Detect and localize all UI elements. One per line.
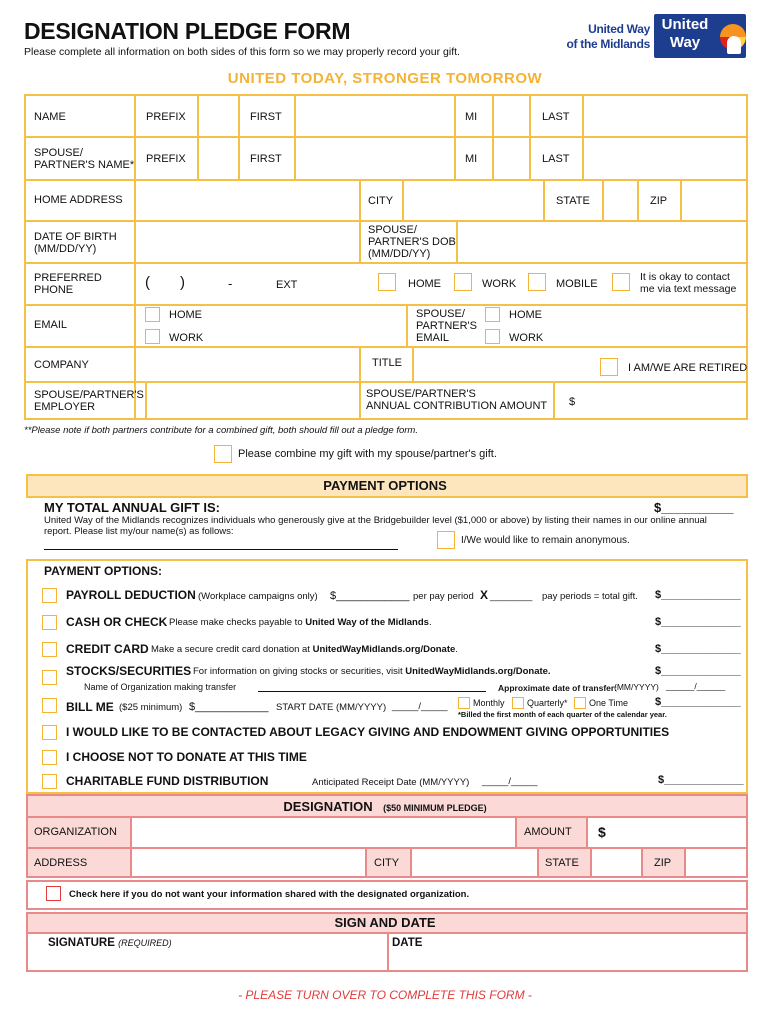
prefix-label: PREFIX (146, 111, 186, 123)
approx-date-label: Approximate date of transfer: (498, 683, 618, 693)
quarterly-label: Quarterly* (527, 698, 568, 708)
dob-field[interactable] (136, 222, 358, 260)
col-divider (553, 381, 555, 420)
billed-note: *Billed the first month of each quarter of the calendar year. (458, 710, 667, 719)
no-share-checkbox[interactable] (46, 886, 61, 901)
credit-url[interactable]: UnitedWayMidlands.org/Donate (312, 644, 456, 655)
spouse-employer-field[interactable] (147, 383, 357, 418)
phone-mobile-label: MOBILE (556, 278, 598, 290)
stocks-checkbox[interactable] (42, 670, 57, 685)
spouse-mi-label: MI (465, 153, 478, 165)
designation-address-label: ADDRESS (34, 857, 88, 869)
city-label: CITY (368, 195, 394, 207)
title-label: TITLE (372, 357, 402, 369)
zip-label: ZIP (650, 195, 668, 207)
date-field[interactable] (390, 950, 746, 970)
col-divider (387, 932, 389, 972)
company-label: COMPANY (34, 359, 89, 371)
row-divider (24, 346, 748, 348)
phone-field[interactable] (136, 264, 376, 302)
credit-note-end: . (455, 644, 458, 655)
stocks-url[interactable]: UnitedWayMidlands.org/Donate. (405, 666, 551, 677)
phone-label-line2: PHONE (34, 284, 74, 296)
col-divider (454, 94, 456, 136)
organization-field[interactable] (132, 818, 514, 846)
spouse-employer-line1: SPOUSE/PARTNER'S (34, 389, 144, 401)
phone-paren-close: ) (180, 274, 185, 291)
amount-dollar: $ (598, 824, 606, 840)
city-field[interactable] (404, 181, 542, 218)
spouse-employer-line2: EMPLOYER (34, 401, 96, 413)
stocks-label: STOCKS/SECURITIES (66, 664, 192, 678)
check-amount-field[interactable]: $_____________ (655, 616, 741, 628)
spouse-name-label-line1: SPOUSE/ (34, 147, 83, 159)
spouse-prefix-field[interactable] (199, 138, 237, 177)
payment-options-title: PAYMENT OPTIONS (323, 478, 447, 493)
last-name-field[interactable] (584, 96, 746, 134)
col-divider (641, 847, 643, 878)
zip-field[interactable] (682, 181, 746, 218)
spouse-email-label (416, 308, 477, 344)
credit-card-checkbox[interactable] (42, 642, 57, 657)
spouse-prefix-label: PREFIX (146, 153, 186, 165)
dob-label-line1: DATE OF BIRTH (34, 231, 117, 243)
col-divider (537, 847, 539, 878)
phone-work-checkbox[interactable] (454, 273, 472, 291)
mi-label: MI (465, 111, 478, 123)
email-home-checkbox[interactable] (145, 307, 160, 322)
check-label: CASH OR CHECK (66, 615, 168, 629)
email-work-label: WORK (169, 332, 204, 344)
col-divider (238, 94, 240, 136)
designation-minimum: ($50 MINIMUM PLEDGE) (383, 803, 487, 813)
email-home-label: HOME (169, 309, 202, 321)
per-pay-period-label: per pay period (413, 591, 474, 602)
org-name (540, 22, 650, 52)
col-divider (586, 816, 588, 847)
date-label: DATE (392, 937, 423, 949)
text-ok-line2: me via text message (640, 283, 737, 295)
dob-label (34, 231, 117, 255)
ext-label: EXT (276, 279, 298, 291)
first-label: FIRST (250, 111, 282, 123)
spouse-dob-field[interactable] (458, 222, 746, 260)
email-work-checkbox[interactable] (145, 329, 160, 344)
org-transfer-field[interactable] (258, 691, 486, 692)
spouse-email-home-checkbox[interactable] (485, 307, 500, 322)
logo-text (658, 16, 712, 52)
pay-periods-field[interactable]: ________ (490, 591, 533, 602)
row-divider (24, 262, 748, 264)
col-divider (529, 136, 531, 179)
spouse-contribution-line1: SPOUSE/PARTNER'S (366, 388, 476, 400)
col-divider (359, 346, 361, 381)
mi-field[interactable] (494, 96, 528, 134)
col-divider (515, 816, 517, 847)
start-date-field[interactable]: _____/_____ (392, 701, 448, 712)
total-gift-label: MY TOTAL ANNUAL GIFT IS: (44, 500, 220, 515)
logo-line2: Way (669, 34, 701, 51)
form-title: DESIGNATION PLEDGE FORM (24, 18, 351, 44)
check-note-end: . (428, 617, 432, 628)
spouse-dob-label-line2: PARTNER'S DOB (368, 236, 456, 248)
designation-title (0, 798, 770, 816)
bill-me-amount-field[interactable]: $____________ (189, 701, 269, 713)
prefix-field[interactable] (199, 96, 237, 134)
designation-zip-field[interactable] (686, 849, 746, 876)
text-ok-checkbox[interactable] (612, 273, 630, 291)
legacy-label: I WOULD LIKE TO BE CONTACTED ABOUT LEGACY GIVING AND ENDOWMENT GIVING OPPORTUNITIES (66, 725, 670, 739)
col-divider (543, 179, 545, 220)
credit-card-amount-field[interactable]: $_____________ (655, 643, 741, 655)
stocks-note-text: For information on giving stocks or securities, visit (193, 666, 406, 677)
organization-label: ORGANIZATION (34, 826, 117, 838)
phone-home-label: HOME (408, 278, 441, 290)
no-donate-checkbox[interactable] (42, 750, 57, 765)
charitable-amount-field[interactable]: $_____________ (658, 774, 744, 786)
times-symbol: X (480, 588, 489, 602)
united-way-logo (654, 14, 746, 58)
col-divider (359, 179, 361, 220)
no-donate-label: I CHOOSE NOT TO DONATE AT THIS TIME (66, 750, 307, 764)
last-label: LAST (542, 111, 570, 123)
spouse-name-label-line2: PARTNER'S NAME* (34, 159, 135, 171)
spouse-email-line1: SPOUSE/ (416, 308, 465, 320)
designation-city-field[interactable] (412, 849, 536, 876)
spouse-email-line3: EMAIL (416, 332, 450, 344)
logo-line1: United (661, 16, 709, 33)
bill-me-checkbox[interactable] (42, 698, 57, 713)
payroll-label: PAYROLL DEDUCTION (66, 588, 196, 602)
check-checkbox[interactable] (42, 615, 57, 630)
signature-label (48, 937, 172, 949)
state-field[interactable] (604, 181, 636, 218)
check-payee: United Way of the Midlands (305, 617, 429, 628)
one-time-label: One Time (589, 698, 629, 708)
dob-label-line2: (MM/DD/YY) (34, 243, 97, 255)
phone-label-line1: PREFERRED (34, 272, 102, 284)
spouse-last-name-field[interactable] (584, 138, 746, 177)
spouse-dob-label (368, 224, 456, 260)
approx-date-format: (MM/YYYY) (614, 682, 659, 692)
spouse-employer-label (34, 389, 144, 413)
payroll-total-field[interactable]: $_____________ (655, 589, 741, 601)
spouse-contribution-field[interactable] (580, 383, 746, 418)
sign-date-title: SIGN AND DATE (334, 915, 436, 930)
anonymous-checkbox[interactable] (437, 531, 455, 549)
tagline: UNITED TODAY, STRONGER TOMORROW (227, 70, 543, 87)
monthly-checkbox[interactable] (458, 697, 470, 709)
designation-state-field[interactable] (592, 849, 640, 876)
spouse-email-field[interactable] (552, 306, 746, 344)
col-divider (238, 136, 240, 179)
col-divider (359, 381, 361, 420)
amount-field[interactable] (612, 818, 746, 846)
col-divider (529, 94, 531, 136)
signature-required: (REQUIRED) (118, 938, 172, 948)
bill-me-label: BILL ME (66, 700, 114, 714)
bridgebuilder-text: United Way of the Midlands recognizes individuals who generously give at the Bridgebuilder level ($1,000 or above) by listing their names in our online annual report. Please list my/our name(s) as follows: (44, 515, 707, 537)
phone-mobile-checkbox[interactable] (528, 273, 546, 291)
name-label: NAME (34, 111, 66, 123)
spouse-name-label (34, 147, 134, 171)
spouse-dob-label-line3: (MM/DD/YY) (368, 248, 431, 260)
col-divider (406, 304, 408, 346)
payroll-amount-field[interactable]: $____________ (330, 590, 410, 602)
designation-city-label: CITY (374, 857, 400, 869)
email-field[interactable] (210, 306, 404, 344)
org-name-line1: United Way (588, 22, 650, 36)
retired-checkbox[interactable] (600, 358, 618, 376)
total-gift-field[interactable]: $__________ (654, 500, 734, 515)
retired-label: I AM/WE ARE RETIRED (628, 362, 748, 374)
spouse-first-label: FIRST (250, 153, 282, 165)
designation-heading: DESIGNATION (283, 799, 373, 814)
bridgebuilder-name-line[interactable] (44, 549, 398, 550)
spouse-contribution-label (366, 388, 547, 412)
turn-over-footer: - PLEASE TURN OVER TO COMPLETE THIS FORM - (238, 988, 532, 1002)
payroll-checkbox[interactable] (42, 588, 57, 603)
anonymous-label: I/We would like to remain anonymous. (461, 535, 630, 546)
text-ok-label (640, 271, 736, 295)
phone-home-checkbox[interactable] (378, 273, 396, 291)
credit-note-text: Make a secure credit card donation at (151, 644, 313, 655)
charitable-fund-label: CHARITABLE FUND DISTRIBUTION (66, 774, 269, 788)
check-note (169, 617, 432, 628)
check-note-text: Please make checks payable to (169, 617, 306, 628)
payroll-note: (Workplace campaigns only) (198, 591, 318, 602)
charitable-fund-checkbox[interactable] (42, 774, 57, 789)
col-divider (454, 136, 456, 179)
stocks-note (193, 666, 551, 677)
col-divider (637, 179, 639, 220)
designation-state-label: STATE (545, 857, 579, 869)
combine-gift-checkbox[interactable] (214, 445, 232, 463)
payment-options-subtitle: PAYMENT OPTIONS: (44, 564, 163, 578)
legacy-checkbox[interactable] (42, 725, 57, 740)
receipt-date-field[interactable]: _____/_____ (482, 776, 538, 787)
spouse-dob-label-line1: SPOUSE/ (368, 224, 417, 236)
spouse-email-work-label: WORK (509, 332, 544, 344)
stocks-amount-field[interactable]: $_____________ (655, 665, 741, 677)
pay-periods-note: pay periods = total gift. (542, 591, 638, 602)
row-divider (24, 179, 748, 181)
approx-date-field[interactable]: ______/______ (666, 681, 726, 691)
signature-field[interactable] (30, 950, 385, 970)
designation-zip-label: ZIP (654, 857, 672, 869)
col-divider (365, 847, 367, 878)
org-name-line2: of the Midlands (566, 37, 650, 51)
receipt-date-label: Anticipated Receipt Date (MM/YYYY) (312, 777, 470, 788)
phone-label (34, 272, 102, 296)
first-name-field[interactable] (296, 96, 452, 134)
bill-me-minimum: ($25 minimum) (119, 702, 183, 713)
designation-address-field[interactable] (132, 849, 364, 876)
home-address-field[interactable] (136, 181, 358, 218)
start-date-label: START DATE (MM/YYYY) (276, 702, 387, 713)
company-field[interactable] (136, 348, 358, 379)
spouse-contribution-dollar: $ (569, 396, 576, 408)
form-subtitle: Please complete all information on both sides of this form so we may properly record your gift. (24, 46, 460, 58)
home-address-label: HOME ADDRESS (34, 194, 123, 206)
spouse-mi-field[interactable] (494, 138, 528, 177)
no-share-label: Check here if you do not want your information shared with the designated organization. (69, 889, 470, 900)
amount-label: AMOUNT (524, 826, 572, 838)
phone-dash: - (228, 276, 233, 291)
spouse-email-work-checkbox[interactable] (485, 329, 500, 344)
text-ok-line1: It is okay to contact (640, 271, 730, 283)
hand-icon (727, 36, 741, 54)
credit-card-note (151, 644, 458, 655)
col-divider (359, 220, 361, 262)
bill-me-total-field[interactable]: $_____________ (655, 696, 741, 708)
spouse-first-name-field[interactable] (296, 138, 452, 177)
phone-paren-open: ( (145, 274, 150, 291)
quarterly-checkbox[interactable] (512, 697, 524, 709)
spouse-contribution-line2: ANNUAL CONTRIBUTION AMOUNT (366, 400, 548, 412)
phone-work-label: WORK (482, 278, 517, 290)
spouse-email-home-label: HOME (509, 309, 542, 321)
email-label: EMAIL (34, 319, 68, 331)
state-label: STATE (556, 195, 590, 207)
org-transfer-label: Name of Organization making transfer (84, 682, 237, 692)
one-time-checkbox[interactable] (574, 697, 586, 709)
title-field[interactable] (414, 348, 594, 379)
signature-text: SIGNATURE (48, 937, 115, 949)
credit-card-label: CREDIT CARD (66, 642, 149, 656)
combine-gift-label: Please combine my gift with my spouse/partner's gift. (238, 448, 497, 460)
combined-gift-note: **Please note if both partners contribute for a combined gift, both should fill out a pledge form. (24, 425, 418, 436)
spouse-email-line2: PARTNER'S (416, 320, 477, 332)
monthly-label: Monthly (473, 698, 505, 708)
spouse-last-label: LAST (542, 153, 570, 165)
